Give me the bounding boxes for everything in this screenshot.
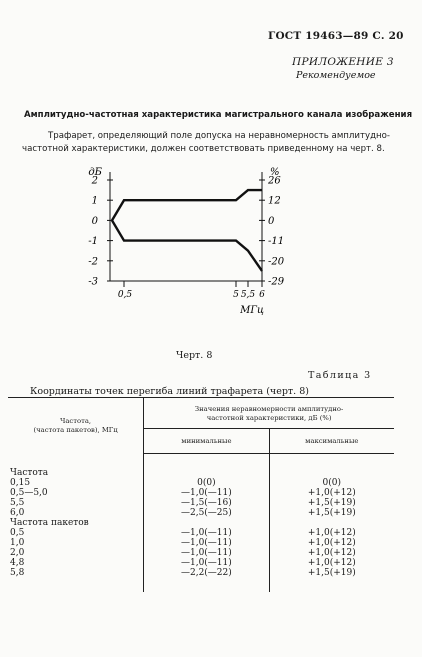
- table-row: [8, 508, 394, 518]
- table-row: [8, 528, 394, 538]
- cell-minimum: —1,0(—11): [144, 538, 269, 548]
- x-tick-label: 5: [233, 290, 239, 300]
- cell-maximum: [269, 468, 394, 478]
- cell-frequency: 6,0: [8, 508, 144, 518]
- cell-minimum: —2,2(—22): [144, 568, 269, 578]
- cell-minimum: —1,0(—11): [144, 558, 269, 568]
- cell-frequency: 5,5: [8, 498, 144, 508]
- table-row: [8, 538, 394, 548]
- table-row: [8, 498, 394, 508]
- cell-maximum: +1,0(+12): [307, 538, 356, 548]
- paragraph-line-1: Трафарет, определяющий поле допуска на неравномерность амплитудно-: [48, 131, 391, 141]
- x-axis-label: МГц: [240, 305, 264, 316]
- cell-frequency: 0,15: [8, 478, 144, 488]
- table-row: [8, 518, 394, 528]
- column-header-maximum: максимальные: [269, 429, 394, 454]
- column-header-values-text: Значения неравномерности амплитудно- частотной характеристики, дБ (%): [194, 405, 344, 422]
- y-tick-label-right: 26: [268, 175, 281, 187]
- table-row: [8, 558, 394, 568]
- y-axis-label-left: дБ: [88, 167, 102, 178]
- appendix-label: ПРИЛОЖЕНИЕ 3: [292, 56, 394, 68]
- cell-maximum: +1,5(+19): [307, 568, 356, 578]
- table-row: [8, 488, 394, 498]
- y-tick-label-right: -20: [268, 256, 285, 268]
- tolerance-template-chart: [0, 160, 422, 335]
- column-header-frequency-text: Частота, (частота пакетов), МГц: [33, 417, 118, 434]
- cell-frequency: 1,0: [8, 538, 144, 548]
- y-tick-label-left: -1: [88, 236, 98, 248]
- cell-minimum: —1,0(—11): [144, 548, 269, 558]
- cell-maximum: +1,0(+12): [307, 528, 356, 538]
- y-tick-label-left: 0: [91, 215, 98, 227]
- y-tick-label-left: -3: [88, 276, 98, 288]
- cell-frequency: Частота пакетов: [8, 518, 144, 528]
- x-tick-label: 6: [259, 290, 265, 300]
- x-tick-label: 0,5: [117, 290, 133, 300]
- y-tick-label-left: 2: [91, 175, 98, 187]
- cell-maximum: +1,5(+19): [307, 498, 356, 508]
- intro-paragraph: [22, 130, 392, 156]
- cell-minimum: [144, 468, 269, 478]
- inflection-points-table: [8, 397, 394, 592]
- cell-frequency: 0,5—5,0: [8, 488, 144, 498]
- recommended-label: Рекомендуемое: [296, 70, 376, 81]
- upper-tolerance-line: [112, 190, 262, 220]
- y-tick-label-right: 12: [268, 195, 281, 207]
- cell-minimum: 0(0): [144, 478, 269, 488]
- y-tick-label-left: 1: [91, 195, 98, 207]
- section-title: Амплитудно-частотная характеристика магистрального канала изображения: [24, 110, 413, 120]
- table-row: [8, 468, 394, 478]
- table-spacer-row: [8, 578, 394, 592]
- cell-frequency: 2,0: [8, 548, 144, 558]
- column-header-frequency: [8, 398, 144, 454]
- table-number: Таблица 3: [308, 370, 372, 381]
- table-title: Координаты точек перегиба линий трафарета (черт. 8): [30, 386, 309, 397]
- page-header-gost: ГОСТ 19463—89 С. 20: [268, 30, 404, 42]
- table-row: [8, 568, 394, 578]
- cell-frequency: 5,8: [8, 568, 144, 578]
- cell-maximum: +1,0(+12): [307, 558, 356, 568]
- cell-frequency: Частота: [8, 468, 144, 478]
- cell-maximum: 0(0): [322, 478, 342, 488]
- cell-frequency: 4,8: [8, 558, 144, 568]
- figure-caption: Черт. 8: [176, 350, 213, 361]
- cell-minimum: —1,0(—11): [144, 488, 269, 498]
- lower-tolerance-line: [112, 220, 262, 271]
- cell-maximum: +1,0(+12): [307, 548, 356, 558]
- column-header-values: [144, 398, 394, 429]
- y-tick-label-right: -11: [268, 236, 285, 248]
- cell-minimum: [144, 518, 269, 528]
- y-axis-label-right: %: [270, 167, 280, 178]
- paragraph-line-2: частотной характеристики, должен соответствовать приведенному на черт. 8.: [22, 144, 385, 154]
- cell-maximum: [269, 518, 394, 528]
- y-tick-label-right: 0: [268, 215, 275, 227]
- table-row: [8, 478, 394, 488]
- cell-minimum: —1,0(—11): [144, 528, 269, 538]
- cell-maximum: +1,0(+12): [307, 488, 356, 498]
- column-header-minimum: минимальные: [144, 429, 269, 454]
- table-row: [8, 548, 394, 558]
- cell-minimum: —1,5(—16): [144, 498, 269, 508]
- cell-maximum: +1,5(+19): [307, 508, 356, 518]
- y-tick-label-right: -29: [268, 276, 285, 288]
- table-spacer-row: [8, 454, 394, 469]
- cell-minimum: —2,5(—25): [144, 508, 269, 518]
- table-body: [8, 454, 394, 593]
- y-tick-label-left: -2: [88, 256, 98, 268]
- cell-frequency: 0,5: [8, 528, 144, 538]
- x-tick-label: 5,5: [240, 290, 256, 300]
